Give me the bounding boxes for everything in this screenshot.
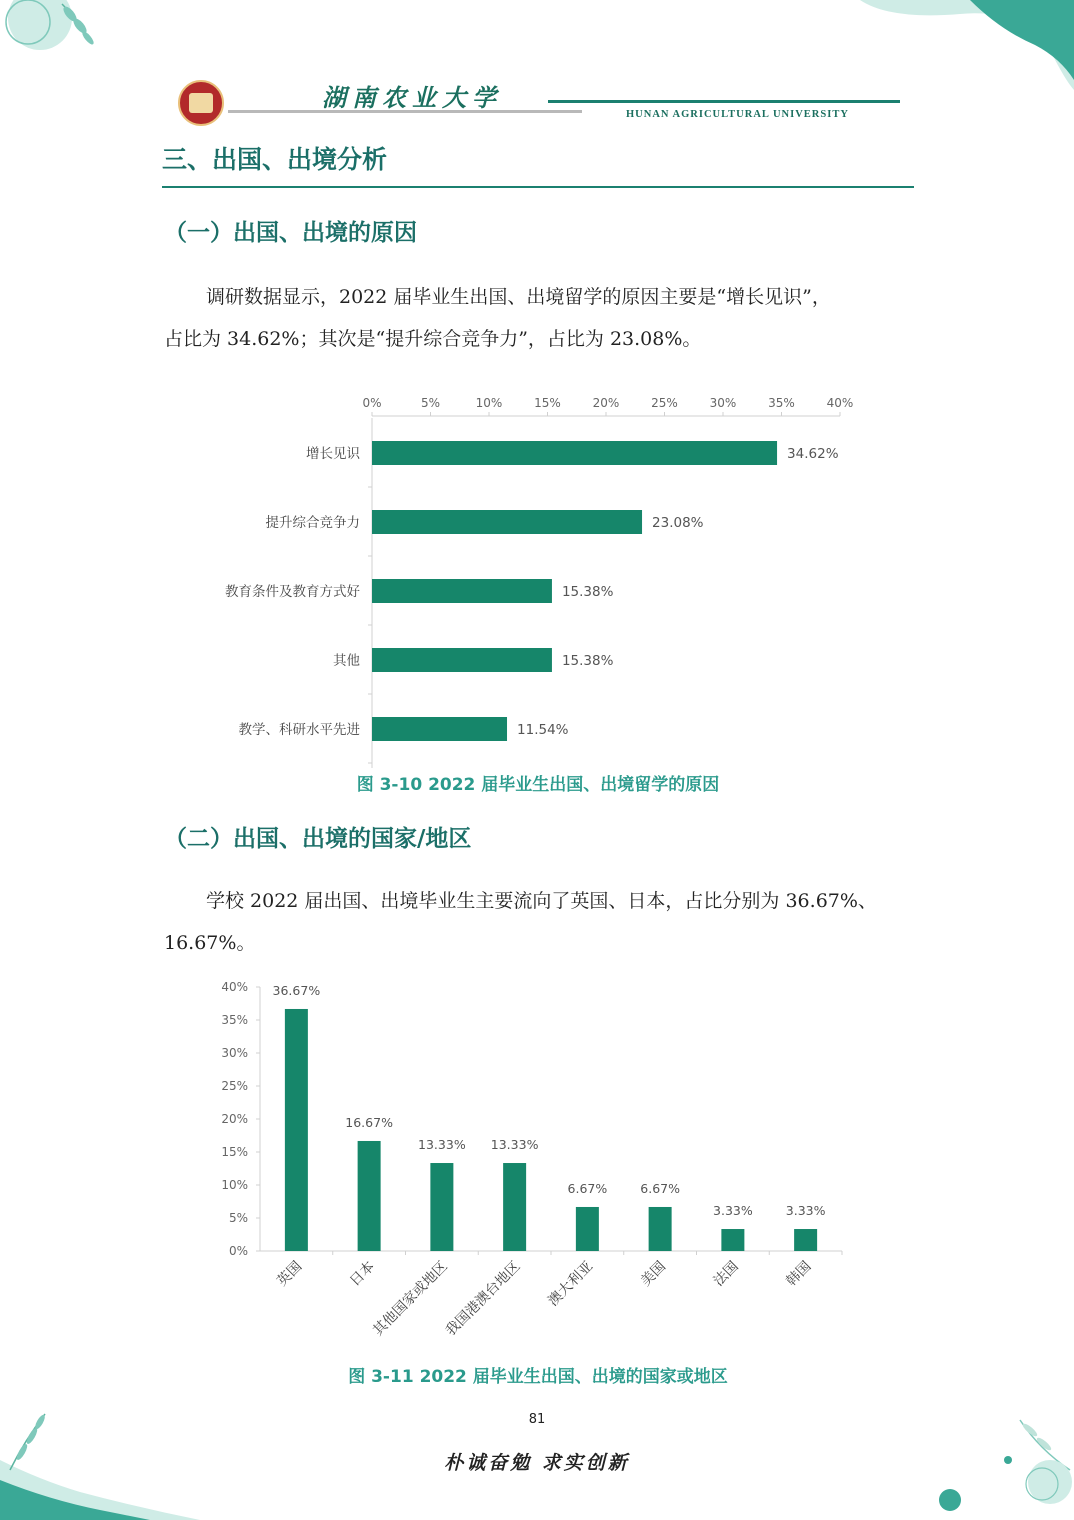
category-label: 日本 xyxy=(346,1258,378,1290)
category-label: 英国 xyxy=(274,1258,306,1290)
reasons-bar-chart xyxy=(200,388,880,768)
y-tick-label: 40% xyxy=(221,980,248,994)
bar xyxy=(430,1163,453,1251)
y-tick-label: 15% xyxy=(221,1145,248,1159)
paragraph-1 xyxy=(164,276,924,360)
y-tick-label: 0% xyxy=(228,1244,248,1258)
data-label: 3.33% xyxy=(713,1203,753,1219)
y-tick-label: 30% xyxy=(221,1046,248,1060)
bar xyxy=(649,1207,672,1251)
bar xyxy=(372,579,552,603)
page-number: 81 xyxy=(528,1412,546,1427)
category-label: 提升综合竞争力 xyxy=(265,515,360,531)
paragraph-1-line-2: 占比为 34.62%；其次是“提升综合竞争力”，占比为 23.08%。 xyxy=(164,328,702,350)
x-tick-label: 0% xyxy=(362,396,382,410)
top-left-leaf-decoration xyxy=(0,0,110,60)
y-tick-label: 35% xyxy=(221,1013,248,1027)
bar xyxy=(372,510,642,534)
data-label: 13.33% xyxy=(418,1137,466,1153)
category-label: 法国 xyxy=(710,1258,742,1290)
university-logo xyxy=(178,80,224,126)
footer-motto: 朴诚奋勉 求实创新 xyxy=(444,1452,630,1474)
data-label: 34.62% xyxy=(787,446,839,462)
y-tick-label: 25% xyxy=(221,1079,248,1093)
bar xyxy=(794,1229,817,1251)
bar xyxy=(372,441,777,465)
y-tick-label: 5% xyxy=(228,1211,248,1225)
data-label: 15.38% xyxy=(561,584,614,600)
subsection-title-2: （二）出国、出境的国家/地区 xyxy=(164,826,472,852)
data-label: 23.08% xyxy=(652,515,704,531)
x-tick-label: 25% xyxy=(651,396,678,410)
destinations-bar-chart xyxy=(200,975,860,1360)
section-title: 三、出国、出境分析 xyxy=(162,145,388,174)
x-tick-label: 35% xyxy=(768,396,795,410)
bar xyxy=(372,648,552,672)
y-tick-label: 10% xyxy=(221,1178,248,1192)
category-label: 韩国 xyxy=(783,1258,815,1290)
category-label: 美国 xyxy=(637,1258,669,1290)
figure-caption-1: 图 3-10 2022 届毕业生出国、出境留学的原因 xyxy=(356,775,720,795)
paragraph-2-line-1: 学校 2022 届出国、出境毕业生主要流向了英国、日本，占比分别为 36.67%、 xyxy=(206,890,877,912)
data-label: 11.54% xyxy=(517,722,569,738)
category-label: 教育条件及教育方式好 xyxy=(225,584,360,600)
y-tick-label: 20% xyxy=(221,1112,248,1126)
data-label: 36.67% xyxy=(272,982,321,998)
paragraph-2 xyxy=(164,880,924,964)
data-label: 6.67% xyxy=(640,1180,680,1196)
data-label: 16.67% xyxy=(345,1114,393,1130)
data-label: 3.33% xyxy=(785,1203,826,1219)
bar xyxy=(358,1141,381,1251)
category-label: 增长见识 xyxy=(306,446,360,462)
figure-caption-2: 图 3-11 2022 届毕业生出国、出境的国家或地区 xyxy=(348,1367,728,1387)
category-label: 其他 xyxy=(333,653,360,669)
bar xyxy=(503,1163,526,1251)
bar xyxy=(576,1207,599,1251)
data-label: 15.38% xyxy=(561,653,614,669)
top-right-wave-decoration xyxy=(850,0,1074,100)
category-label: 我国港澳台地区 xyxy=(442,1258,524,1340)
x-tick-label: 30% xyxy=(709,396,737,410)
section-title-rule xyxy=(162,186,914,188)
paragraph-1-line-1: 调研数据显示，2022 届毕业生出国、出境留学的原因主要是“增长见识”， xyxy=(206,286,831,308)
data-label: 13.33% xyxy=(490,1137,539,1153)
category-label: 澳大利亚 xyxy=(545,1258,597,1310)
bar xyxy=(372,717,507,741)
category-label: 教学、科研水平先进 xyxy=(238,722,360,738)
university-name: 湖南农业大学 xyxy=(322,83,502,112)
subsection-title-1: （一）出国、出境的原因 xyxy=(164,220,417,246)
x-tick-label: 15% xyxy=(534,396,561,410)
bar xyxy=(285,1009,308,1251)
data-label: 6.67% xyxy=(567,1180,608,1196)
category-label: 其他国家或地区 xyxy=(370,1258,451,1340)
x-tick-label: 20% xyxy=(592,396,620,410)
x-tick-label: 5% xyxy=(420,396,441,410)
x-tick-label: 10% xyxy=(475,396,503,410)
bar xyxy=(721,1229,744,1251)
paragraph-2-line-2: 16.67%。 xyxy=(164,932,256,954)
x-tick-label: 40% xyxy=(826,396,854,410)
header-right-rule xyxy=(548,100,900,103)
university-name-en: HUNAN AGRICULTURAL UNIVERSITY xyxy=(626,109,849,120)
